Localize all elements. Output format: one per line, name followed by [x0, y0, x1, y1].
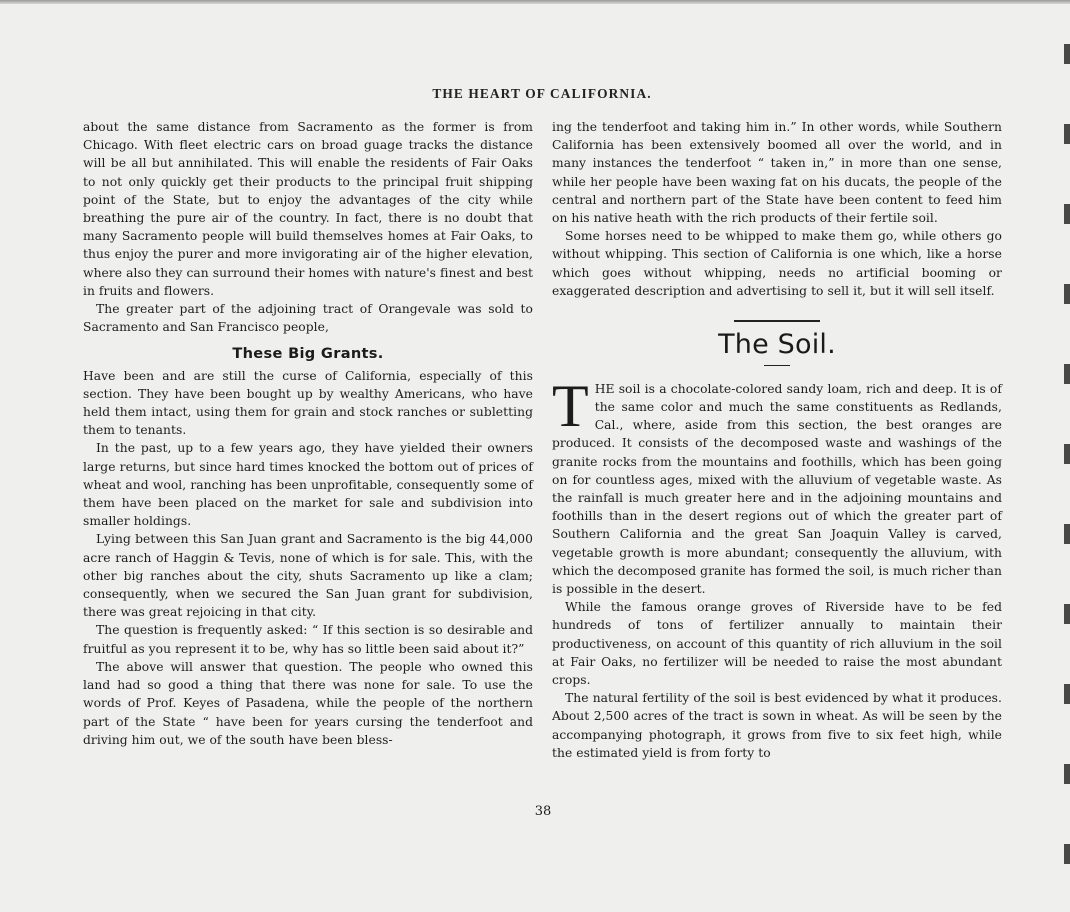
paragraph: The greater part of the adjoining tract of Orangevale was sold to Sacramento and San Francisco people, — [83, 302, 533, 335]
paragraph: ing the tenderfoot and taking him in.” In other words, while Southern California has been extensively boomed all over the world, and in many instances the tenderfoot “ taken in,” in more than one sense, while her people have been waxing fat on his ducats, the people of the central and northern part of the State have been content to feed him on his native heath with the rich products of their fertile soil. — [552, 120, 1002, 226]
right-column — [552, 118, 1002, 762]
scan-right-edge — [1064, 4, 1070, 912]
paragraph: about the same distance from Sacramento as the former is from Chicago. With fleet electric cars on broad guage tracks the distance will be all but annihilated. This will enable the residents of Fair Oaks to not only quickly get their products to the principal fruit shipping point of the State, but to enjoy the advantages of the city while breathing the pure air of the country. In fact, there is no doubt that many Sacramento people will build themselves homes at Fair Oaks, to thus enjoy the purer and more invigorating air of the higher elevation, where also they can surround their homes with nature's finest and best in fruits and flowers. — [83, 120, 533, 298]
paragraph-text: HE soil is a chocolate-colored sandy loam, rich and deep. It is of the same color and much the same constituents as Redlands, Cal., where, aside from this section, the best oranges are produced. It consists of the decomposed waste and washings of the granite rocks from the mountains and foothills, which has been going on for countless ages, mixed with the alluvium of vegetable waste. As the rainfall is much greater here and in the adjoining mountains and foothills than in the desert regions out of which the greater part of Southern California and the great San Joaquin Valley is carved, vegetable growth is more abundant; consequently the alluvium, with which the decomposed granite has formed the soil, is much richer than is possible in the desert. — [552, 381, 1002, 597]
section-title-big-grants: These Big Grants. — [232, 345, 384, 363]
section-title-soil: The Soil. — [718, 328, 836, 360]
title-underline-rule — [764, 365, 790, 366]
paragraph-drop-cap — [552, 372, 1002, 598]
drop-cap: T — [552, 372, 589, 439]
running-head: THE HEART OF CALIFORNIA. — [432, 86, 652, 101]
paragraph: Some horses need to be whipped to make them go, while others go without whipping. This section of California is one which, like a horse which goes without whipping, needs no artificial booming or exaggerated description and advertising to sell it, but it will sell itself. — [552, 229, 1002, 298]
paragraph: While the famous orange groves of Riverside have to be fed hundreds of tons of fertilizer annually to maintain their productiveness, on account of this quantity of rich alluvium in the soil at Fair Oaks, no fertilizer will be needed to raise the most abundant crops. — [552, 600, 1002, 688]
scan-top-edge — [0, 0, 1070, 4]
paragraph: The natural fertility of the soil is best evidenced by what it produces. About 2,500 acres of the tract is sown in wheat. As will be seen by the accompanying photograph, it grows from five to six feet high, while the estimated yield is from forty to — [552, 691, 1002, 760]
paragraph: The above will answer that question. The people who owned this land had so good a thing that there was none for sale. To use the words of Prof. Keyes of Pasadena, while the people of the northern part of the State “ have been for years cursing the tenderfoot and driving him out, we of the south have been bless- — [83, 659, 533, 747]
paragraph: Have been and are still the curse of California, especially of this section. They have been bought up by wealthy Americans, who have held them intact, using them for grain and stock ranches or subletting them to tenants. — [83, 368, 533, 438]
page-number: 38 — [534, 804, 552, 819]
section-divider-rule — [734, 320, 820, 322]
left-column — [83, 118, 533, 749]
paragraph: Lying between this San Juan grant and Sacramento is the big 44,000 acre ranch of Haggin & Tevis, none of which is for sale. This, with the other big ranches about the city, shuts Sacramento up like a clam; consequently, when we secured the San Juan grant for subdivision, there was great rejoicing in that city. — [83, 532, 533, 620]
paragraph: In the past, up to a few years ago, they have yielded their owners large returns, but since hard times knocked the bottom out of prices of wheat and wool, ranching has been unprofitable, consequently some of them have been placed on the market for sale and subdivision into smaller holdings. — [83, 441, 533, 529]
paragraph: The question is frequently asked: “ If this section is so desirable and fruitful as you represent it to be, why has so little been said about it?” — [83, 623, 533, 656]
